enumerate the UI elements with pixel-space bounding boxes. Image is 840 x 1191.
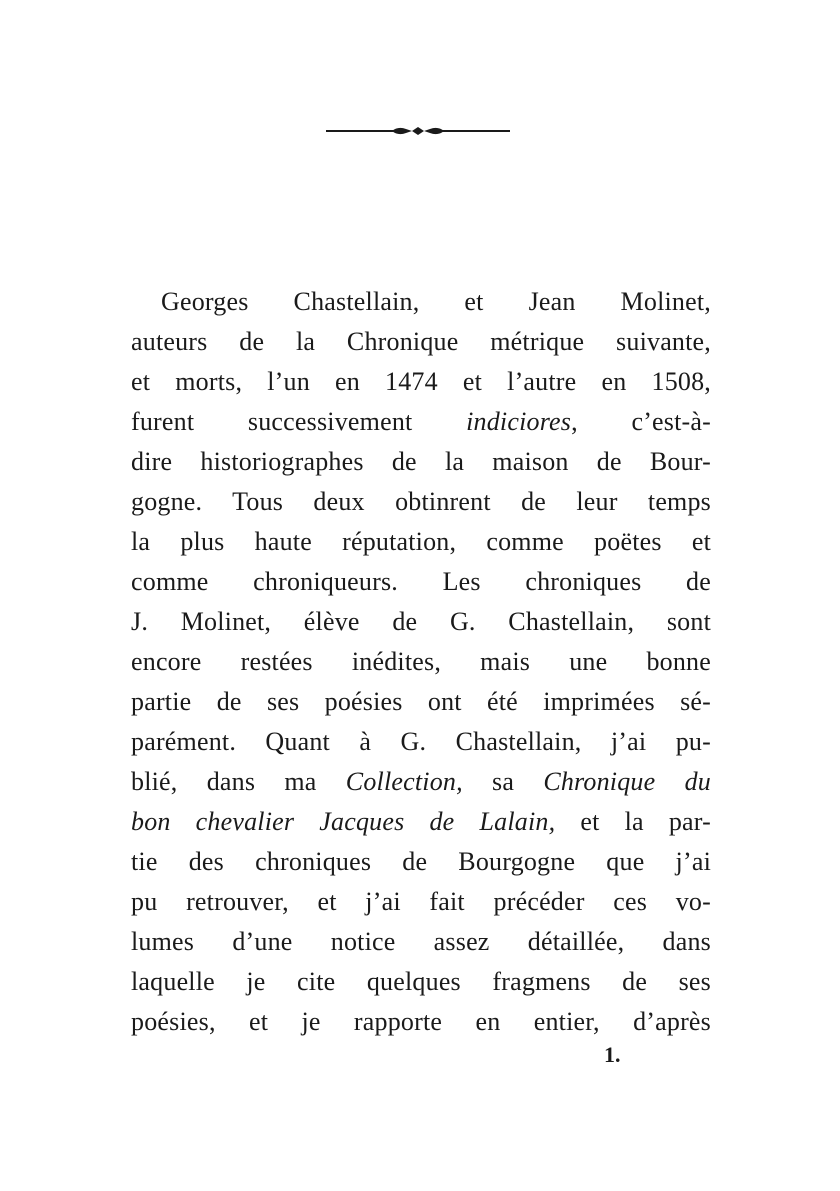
- text-line: Georges Chastellain, et Jean Molinet,: [161, 287, 711, 316]
- text-line: dire historiographes de la maison de Bour-: [131, 447, 711, 476]
- text-line: auteurs de la Chronique métrique suivante,: [131, 327, 711, 356]
- text-line: parément. Quant à G. Chastellain, j’ai pu-: [131, 727, 711, 756]
- italic-term: indiciores: [466, 407, 572, 436]
- fleuron-rule-ornament: [326, 120, 510, 140]
- text-line: comme chroniqueurs. Les chroniques de: [131, 567, 711, 596]
- text-line: J. Molinet, élève de G. Chastellain, sont: [131, 607, 711, 636]
- text-line: blié, dans ma Collection, sa Chronique du: [131, 767, 711, 796]
- italic-title: bon chevalier Jacques de Lalain,: [131, 807, 556, 836]
- text-line: encore restées inédites, mais une bonne: [131, 647, 711, 676]
- text-line: poésies, et je rapporte en entier, d’après: [131, 1007, 711, 1036]
- italic-title: Chronique du: [543, 767, 711, 796]
- text-line: la plus haute réputation, comme poëtes et: [131, 527, 711, 556]
- text-line: partie de ses poésies ont été imprimées sé-: [131, 687, 711, 716]
- text-line: et morts, l’un en 1474 et l’autre en 1508,: [131, 367, 711, 396]
- text-line: pu retrouver, et j’ai fait précéder ces vo-: [131, 887, 711, 916]
- body-paragraph: [131, 282, 711, 1042]
- text-line: tie des chroniques de Bourgogne que j’ai: [131, 847, 711, 876]
- text-line: bon chevalier Jacques de Lalain, et la par-: [131, 807, 711, 836]
- text-line: lumes d’une notice assez détaillée, dans: [131, 927, 711, 956]
- italic-title: Collection,: [345, 767, 463, 796]
- signature-mark: 1.: [604, 1042, 621, 1067]
- text-line: laquelle je cite quelques fragmens de ses: [131, 967, 711, 996]
- text-line: gogne. Tous deux obtinrent de leur temps: [131, 487, 711, 516]
- text-line: furent successivement indiciores, c’est-à-: [131, 407, 711, 436]
